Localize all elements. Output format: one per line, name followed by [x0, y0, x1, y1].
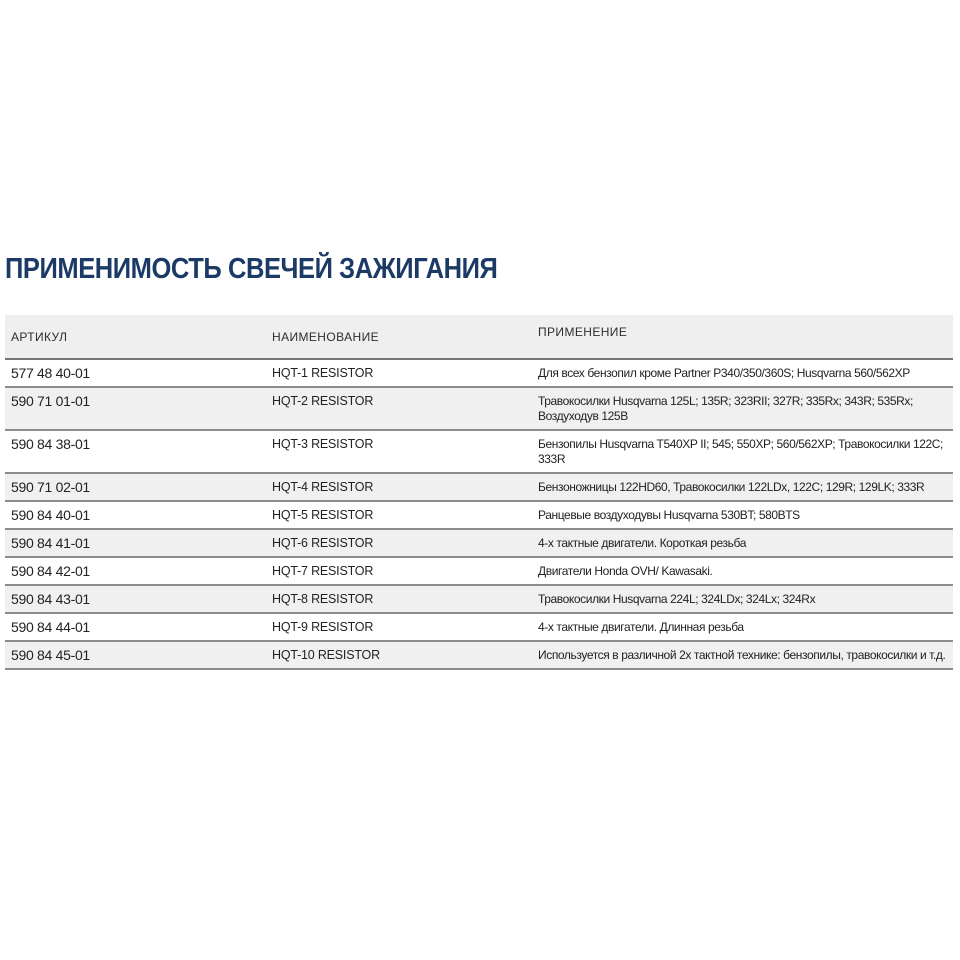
article-cell: 577 48 40-01 [11, 365, 90, 381]
article-cell: 590 84 42-01 [11, 563, 90, 579]
name-cell: HQT-4 RESISTOR [272, 480, 374, 494]
application-cell: 4-х тактные двигатели. Длинная резьба [538, 620, 744, 634]
name-cell: HQT-8 RESISTOR [272, 592, 374, 606]
page-title-text: ПРИМЕНИМОСТЬ СВЕЧЕЙ ЗАЖИГАНИЯ [5, 253, 498, 285]
header-cell-name: НАИМЕНОВАНИЕ [272, 329, 379, 344]
table-row [5, 558, 953, 586]
page [0, 253, 960, 960]
name-cell: HQT-9 RESISTOR [272, 620, 374, 634]
name-cell: HQT-7 RESISTOR [272, 564, 374, 578]
name-cell: HQT-1 RESISTOR [272, 366, 374, 380]
application-cell: Для всех бензопил кроме Partner P340/350/360S; Husqvarna 560/562XP [538, 366, 910, 380]
table-body [5, 360, 953, 670]
application-cell: Ранцевые воздуходувы Husqvarna 530BT; 580BTS [538, 508, 800, 522]
application-cell: Используется в различной 2х тактной технике: бензопилы, травокосилки и т.д. [538, 648, 946, 662]
article-cell: 590 84 43-01 [11, 591, 90, 607]
name-cell: HQT-5 RESISTOR [272, 508, 374, 522]
applicability-table [5, 315, 953, 670]
application-cell: Бензопилы Husqvarna T540XP II; 545; 550XP; 560/562XP; Травокосилки 122C; 333R [538, 437, 943, 466]
table-row [5, 614, 953, 642]
application-cell: Двигатели Honda OVH/ Kawasaki. [538, 564, 713, 578]
application-cell: Травокосилки Husqvarna 125L; 135R; 323RII; 327R; 335Rx; 343R; 535Rx; Воздуходув 125B [538, 394, 913, 423]
name-cell: HQT-6 RESISTOR [272, 536, 374, 550]
article-cell: 590 84 38-01 [11, 436, 90, 452]
table-header-row [5, 315, 953, 360]
article-cell: 590 84 41-01 [11, 535, 90, 551]
table-row [5, 360, 953, 388]
name-cell: HQT-10 RESISTOR [272, 648, 380, 662]
name-cell: HQT-3 RESISTOR [272, 437, 374, 451]
application-cell: Травокосилки Husqvarna 224L; 324LDx; 324Lx; 324Rx [538, 592, 816, 606]
table-row [5, 586, 953, 614]
application-cell: 4-х тактные двигатели. Короткая резьба [538, 536, 746, 550]
article-cell: 590 71 01-01 [11, 393, 90, 409]
article-cell: 590 71 02-01 [11, 479, 90, 495]
table-row [5, 642, 953, 670]
table-row [5, 530, 953, 558]
article-cell: 590 84 44-01 [11, 619, 90, 635]
page-title [5, 253, 960, 286]
table-row [5, 431, 953, 474]
application-cell: Бензоножницы 122HD60, Травокосилки 122LDx, 122C; 129R; 129LK; 333R [538, 480, 925, 494]
table-row [5, 388, 953, 431]
article-cell: 590 84 45-01 [11, 647, 90, 663]
header-cell-article: АРТИКУЛ [11, 329, 68, 344]
header-cell-application: ПРИМЕНЕНИЕ [538, 324, 628, 339]
article-cell: 590 84 40-01 [11, 507, 90, 523]
name-cell: HQT-2 RESISTOR [272, 394, 374, 408]
table-row [5, 502, 953, 530]
table-row [5, 474, 953, 502]
